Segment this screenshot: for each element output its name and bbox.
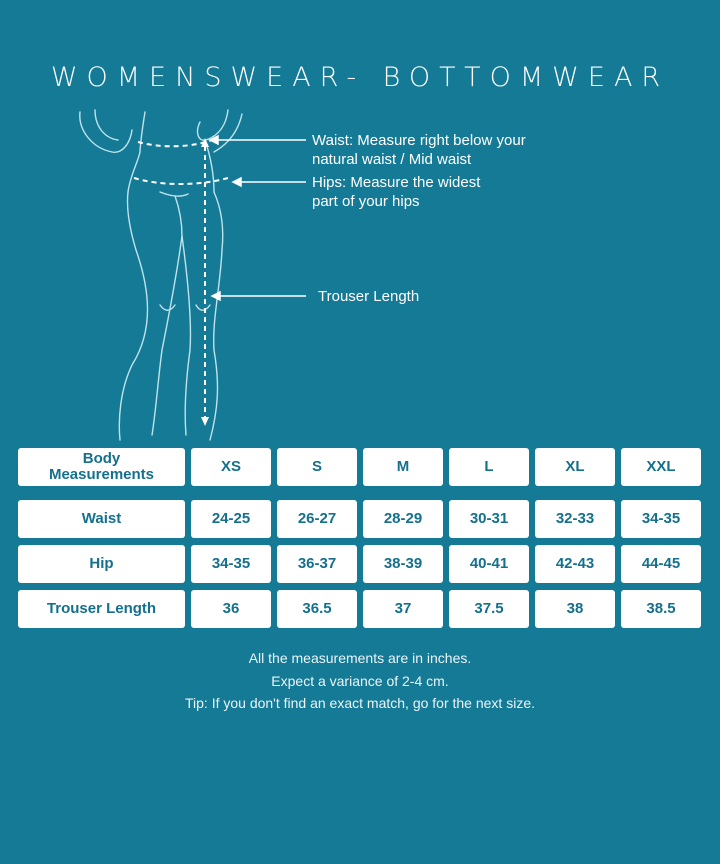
table-cell: 42-43 — [535, 545, 615, 583]
row-label-waist: Waist — [18, 500, 185, 538]
waist-note-text: : Measure right below your — [348, 132, 526, 149]
table-cell: 37 — [363, 590, 443, 628]
table-cell: 26-27 — [277, 500, 357, 538]
header-body-measurements — [18, 448, 185, 486]
page-title: WOMENSWEAR- BOTTOMWEAR — [50, 62, 670, 93]
header-size-xxl: XXL — [621, 448, 701, 486]
table-row-trouser-length — [18, 590, 701, 628]
header-label-line-1: Body — [82, 450, 121, 467]
table-cell: 36 — [191, 590, 271, 628]
table-cell: 32-33 — [535, 500, 615, 538]
table-row-hip — [18, 545, 701, 583]
table-header-row — [18, 448, 701, 486]
header-label-line-2: Measurements — [48, 466, 155, 483]
row-label-trouser-length: Trouser Length — [18, 590, 185, 628]
size-chart-table — [18, 448, 701, 635]
table-cell: 24-25 — [191, 500, 271, 538]
hips-note — [312, 173, 480, 211]
row-label-hip: Hip — [18, 545, 185, 583]
table-cell: 40-41 — [449, 545, 529, 583]
waist-note-label: Waist — [312, 132, 349, 149]
table-cell: 44-45 — [621, 545, 701, 583]
header-size-m: M — [363, 448, 443, 486]
waist-note — [312, 131, 526, 169]
footer-units-note: All the measurements are in inches. — [248, 650, 472, 666]
waist-note-text-2: natural waist / Mid waist — [312, 151, 472, 168]
header-size-s: S — [277, 448, 357, 486]
footer-tip: Tip: If you don't find an exact match, go for the next size. — [184, 695, 535, 711]
table-cell: 34-35 — [191, 545, 271, 583]
hips-note-text-2: part of your hips — [312, 193, 420, 210]
table-cell: 38 — [535, 590, 615, 628]
table-cell: 38.5 — [621, 590, 701, 628]
table-cell: 36.5 — [277, 590, 357, 628]
table-row-waist — [18, 500, 701, 538]
footer-variance-note: Expect a variance of 2-4 cm. — [271, 673, 449, 689]
trouser-length-note: Trouser Length — [318, 288, 420, 305]
header-size-xl: XL — [535, 448, 615, 486]
header-size-l: L — [449, 448, 529, 486]
table-cell: 37.5 — [449, 590, 529, 628]
table-cell: 28-29 — [363, 500, 443, 538]
table-cell: 38-39 — [363, 545, 443, 583]
hips-note-label: Hips — [312, 174, 343, 191]
header-size-xs: XS — [191, 448, 271, 486]
table-cell: 30-31 — [449, 500, 529, 538]
table-cell: 34-35 — [621, 500, 701, 538]
table-cell: 36-37 — [277, 545, 357, 583]
hips-note-text: : Measure the widest — [342, 174, 481, 191]
